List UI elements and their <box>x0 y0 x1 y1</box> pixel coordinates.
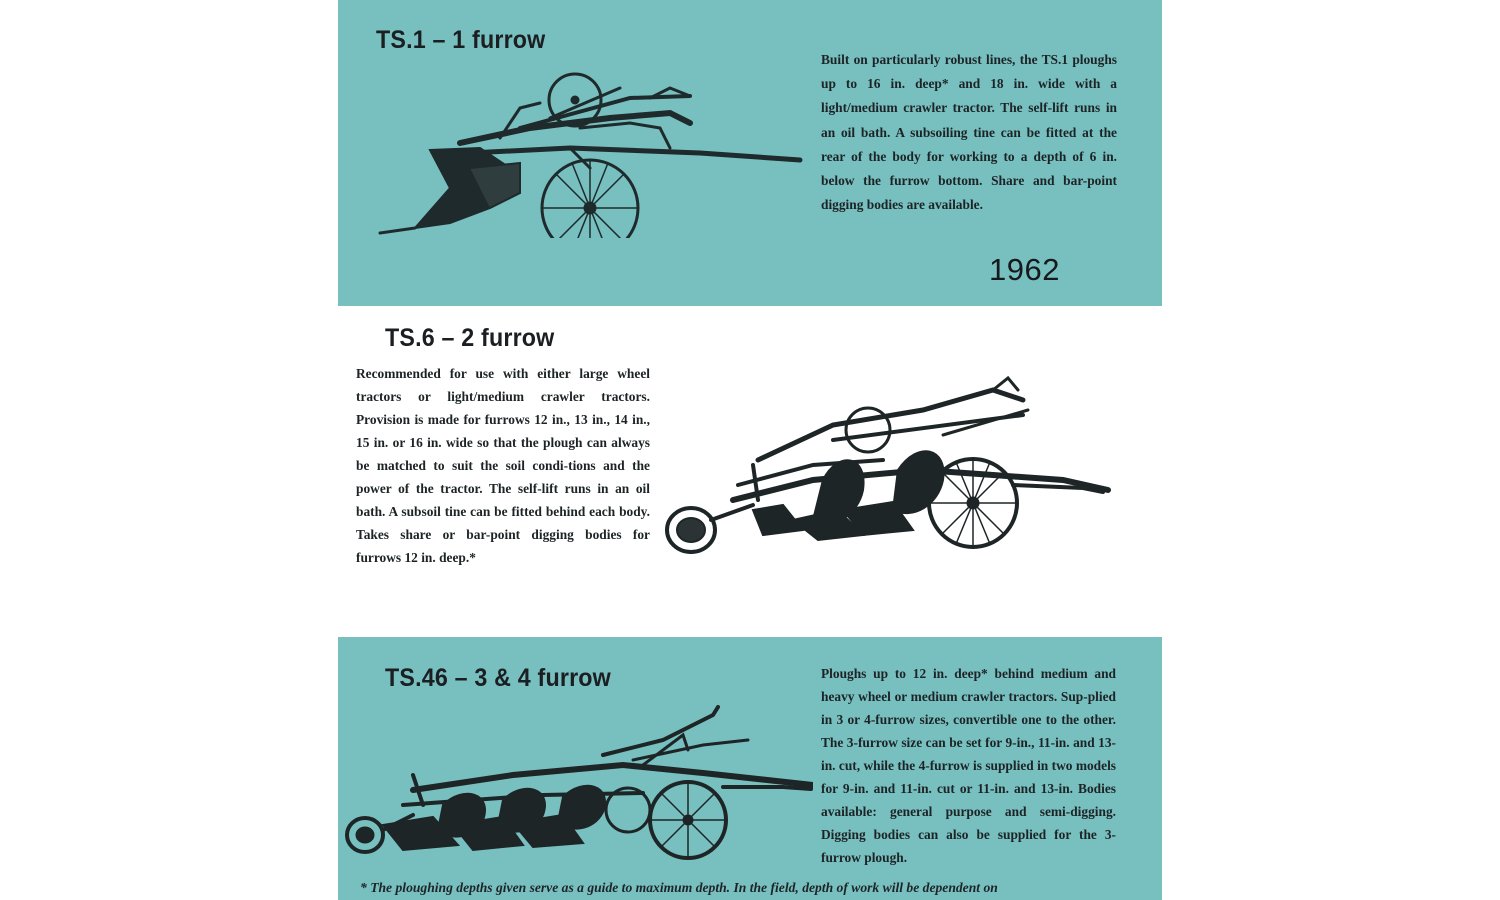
ts1-title: TS.1 – 1 furrow <box>376 26 546 54</box>
ts6-title: TS.6 – 2 furrow <box>385 324 555 352</box>
ts6-description: Recommended for use with either large wheel tractors or light/medium crawler tractors. Provision is made for furrows 12 in., 13 in., 14 in., 15 in. or 16 in. wide so that the plough can always be matched to suit the soil condi-tions and the power of the tractor. The self-lift runs in an oil bath. A subsoil tine can be fitted behind each body. Takes share or bar-point digging bodies for furrows 12 in. deep.* <box>356 366 650 565</box>
ts46-description: Ploughs up to 12 in. deep* behind medium and heavy wheel or medium crawler tractors. Sup-plied in 3 or 4-furrow sizes, convertible one to the other. The 3-furrow size can be set for 9-in., 11-in. and 13-in. cut, while the 4-furrow is supplied in two models for 9-in. and 11-in. cut or 11-in. and 13-in. Bodies available: general purpose and semi-digging. Digging bodies can also be supplied for the 3-furrow plough. <box>821 666 1116 865</box>
ts1-plough-photo <box>370 68 810 238</box>
ts46-title: TS.46 – 3 & 4 furrow <box>385 664 611 692</box>
brochure-page <box>338 0 1162 900</box>
ts6-plough-photo <box>663 370 1113 565</box>
ts46-plough-photo <box>343 705 813 865</box>
ts1-description: Built on particularly robust lines, the TS.1 ploughs up to 16 in. deep* and 18 in. wide with a light/medium crawler tractor. The self-lift runs in an oil bath. A subsoiling tine can be fitted at the rear of the body for working to a depth of 6 in. below the furrow bottom. Share and bar-point digging bodies are available. <box>821 52 1117 213</box>
year-label: 1962 <box>989 252 1060 287</box>
footnote: * The ploughing depths given serve as a guide to maximum depth. In the field, depth of work will be dependent on <box>360 880 998 895</box>
